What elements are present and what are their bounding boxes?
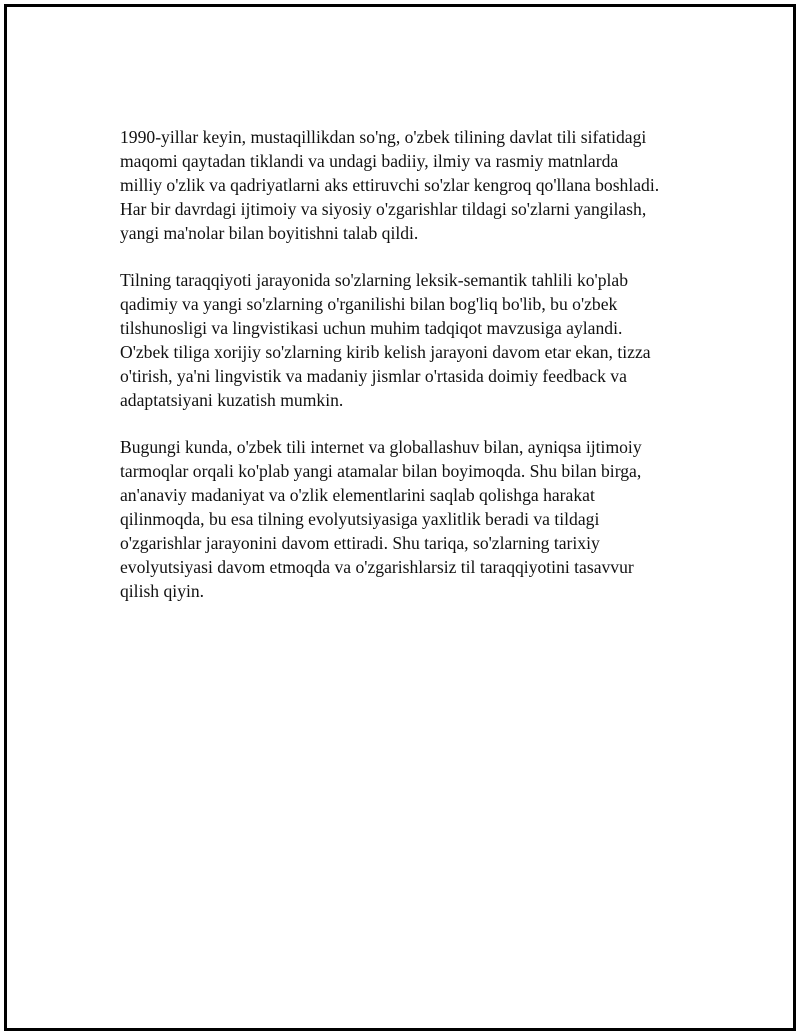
paragraph-3: Bugungi kunda, o'zbek tili internet va globallashuv bilan, ayniqsa ijtimoiy tarmoqlar orqali ko'plab yangi atamalar bilan boyimoqda. Shu bilan birga, an'anaviy madaniyat va o'zlik elementlarini saqlab qolishga harakat qilinmoqda, bu esa tilning evolyutsiyasiga yaxlitlik beradi va tildagi o'zgarishlar jarayonini davom ettiradi. Shu tariqa, so'zlarning tarixiy evolyutsiyasi davom etmoqda va o'zgarishlarsiz til taraqqiyotini tasavvur qilish qiyin. [120, 437, 642, 601]
document-page [4, 4, 796, 1031]
document-body [120, 125, 700, 626]
paragraph-1: 1990-yillar keyin, mustaqillikdan so'ng, o'zbek tilining davlat tili sifatidagi maqomi qaytadan tiklandi va undagi badiiy, ilmiy va rasmiy matnlarda milliy o'zlik va qadriyatlarni aks ettiruvchi so'zlar kengroq qo'llana boshladi. Har bir davrdagi ijtimoiy va siyosiy o'zgarishlar tildagi so'zlarni yangilash, yangi ma'nolar bilan boyitishni talab qildi. [120, 127, 660, 243]
paragraph-2: Tilning taraqqiyoti jarayonida so'zlarning leksik-semantik tahlili ko'plab qadimiy va yangi so'zlarning o'rganilishi bilan bog'liq bo'lib, bu o'zbek tilshunosligi va lingvistikasi uchun muhim tadqiqot mavzusiga aylandi. O'zbek tiliga xorijiy so'zlarning kirib kelish jarayoni davom etar ekan, tizza o'tirish, ya'ni lingvistik va madaniy jismlar o'rtasida doimiy feedback va adaptatsiyani kuzatish mumkin. [120, 270, 651, 410]
